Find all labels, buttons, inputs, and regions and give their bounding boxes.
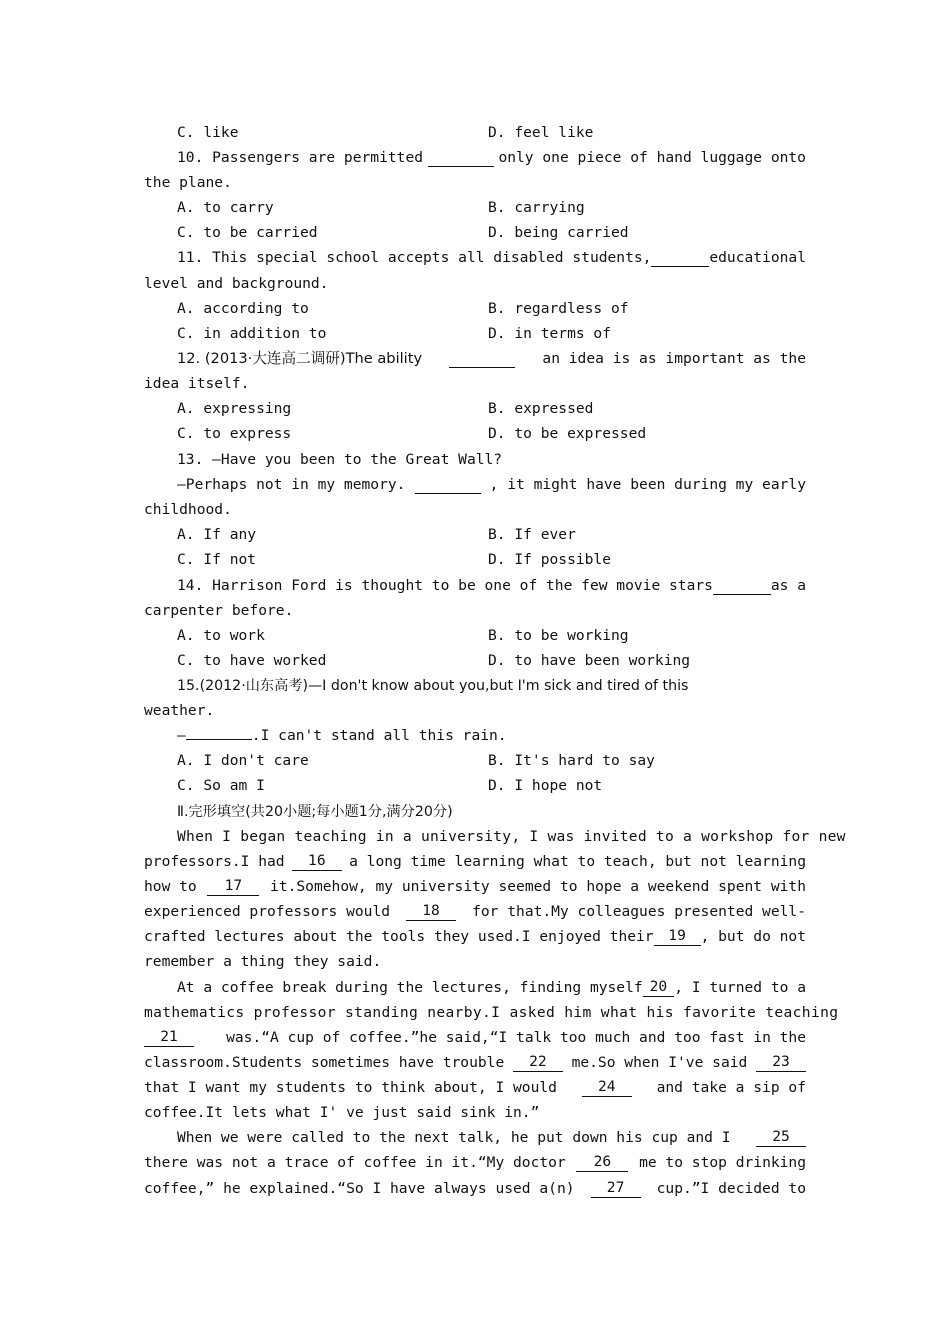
passage-line: coffee,” he explained.“So I have always used a(n) 27 cup.”I decided to (144, 1179, 806, 1197)
option-a: A. I don't care (177, 752, 309, 769)
question-15-stem: 15.(2012·山东高考)—I don't know about you,but I'm sick and tired of this (177, 678, 689, 694)
cloze-blank-23: 23 (756, 1054, 806, 1072)
passage-line: that I want my students to think about, I would 24 and take a sip of (144, 1078, 806, 1096)
option-a: A. to work (177, 627, 265, 644)
passage-line: classroom.Students sometimes have trouble 22 me.So when I've said 23 (144, 1054, 806, 1072)
section-heading: Ⅱ.完形填空(共20小题;每小题1分,满分20分) (177, 804, 453, 820)
passage-line: experienced professors would 18 for that.My colleagues presented well- (144, 902, 806, 920)
question-14-stem: 14. Harrison Ford is thought to be one of the few movie stars as a (177, 577, 806, 594)
cloze-blank-17: 17 (207, 878, 259, 896)
option-d: D. to have been working (488, 652, 691, 669)
option-c: C. to have worked (177, 652, 327, 669)
question-14-stem-cont: carpenter before. (144, 602, 294, 619)
passage-line: how to 17 it.Somehow, my university seemed to hope a weekend spent with (144, 877, 806, 895)
answer-blank (449, 350, 515, 368)
option-c: C. If not (177, 551, 257, 568)
passage-line: professors.I had 16 a long time learning what to teach, but not learning (144, 852, 806, 870)
cloze-blank-21: 21 (144, 1029, 194, 1047)
option-b: B. to be working (488, 627, 629, 644)
answer-blank (713, 577, 771, 595)
passage-line: crafted lectures about the tools they used.I enjoyed their 19 , but do not (144, 927, 806, 945)
passage-line: mathematics professor standing nearby.I asked him what his favorite teaching (144, 1004, 839, 1021)
option-c: C. to be carried (177, 224, 318, 241)
option-c: C. in addition to (177, 325, 327, 342)
passage-line: coffee.It lets what I' ve just said sink in.” (144, 1104, 540, 1121)
answer-blank (651, 249, 709, 267)
passage-line: At a coffee break during the lectures, finding myself 20 , I turned to a (177, 978, 806, 996)
option-a: A. expressing (177, 400, 292, 417)
cloze-blank-24: 24 (582, 1079, 632, 1097)
question-11-stem: 11. This special school accepts all disabled students, educational (177, 249, 806, 266)
cloze-blank-25: 25 (756, 1129, 806, 1147)
option-d: D. to be expressed (488, 425, 647, 442)
answer-blank (428, 149, 494, 167)
option-c: C. like (177, 124, 239, 141)
option-b: B. carrying (488, 199, 585, 216)
option-b: B. If ever (488, 526, 576, 543)
option-d: D. being carried (488, 224, 629, 241)
cloze-blank-19: 19 (654, 928, 701, 946)
cloze-blank-20: 20 (643, 979, 675, 997)
cloze-blank-18: 18 (406, 903, 456, 921)
question-11-stem-cont: level and background. (144, 275, 329, 292)
option-d: D. I hope not (488, 777, 603, 794)
answer-blank (415, 476, 481, 494)
cloze-blank-16: 16 (292, 853, 342, 871)
passage-line: 21 was.“A cup of coffee.”he said,“I talk too much and too fast in the (144, 1029, 806, 1047)
option-a: A. If any (177, 526, 257, 543)
question-10-stem: 10. Passengers are permitted only one piece of hand luggage onto (177, 149, 806, 166)
passage-line: there was not a trace of coffee in it.“My doctor 26 me to stop drinking (144, 1153, 806, 1171)
option-a: A. to carry (177, 199, 274, 216)
option-a: A. according to (177, 300, 309, 317)
cloze-blank-26: 26 (576, 1154, 628, 1172)
option-b: B. regardless of (488, 300, 629, 317)
passage-line: When I began teaching in a university, I was invited to a workshop for new (177, 828, 846, 845)
question-13-stem-line2: —Perhaps not in my memory. , it might have been during my early (177, 476, 806, 493)
option-b: B. It's hard to say (488, 752, 655, 769)
option-d: D. If possible (488, 551, 612, 568)
question-13-stem: 13. —Have you been to the Great Wall? (177, 451, 503, 468)
option-d: D. feel like (488, 124, 594, 141)
question-12-stem-cont: idea itself. (144, 375, 250, 392)
cloze-blank-22: 22 (513, 1054, 563, 1072)
option-b: B. expressed (488, 400, 594, 417)
option-c: C. So am I (177, 777, 265, 794)
question-15-stem-cont: weather. (144, 702, 215, 719)
option-d: D. in terms of (488, 325, 612, 342)
question-10-stem-cont: the plane. (144, 174, 232, 191)
question-15-reply: — .I can't stand all this rain. (177, 727, 507, 744)
question-12-stem: 12. (2013·大连高二调研)The ability an idea is as important as the (177, 350, 806, 367)
answer-blank (186, 739, 252, 740)
question-13-stem-cont: childhood. (144, 501, 232, 518)
passage-line: remember a thing they said. (144, 953, 382, 970)
option-c: C. to express (177, 425, 292, 442)
passage-line: When we were called to the next talk, he put down his cup and I 25 (177, 1129, 806, 1147)
cloze-blank-27: 27 (591, 1180, 641, 1198)
